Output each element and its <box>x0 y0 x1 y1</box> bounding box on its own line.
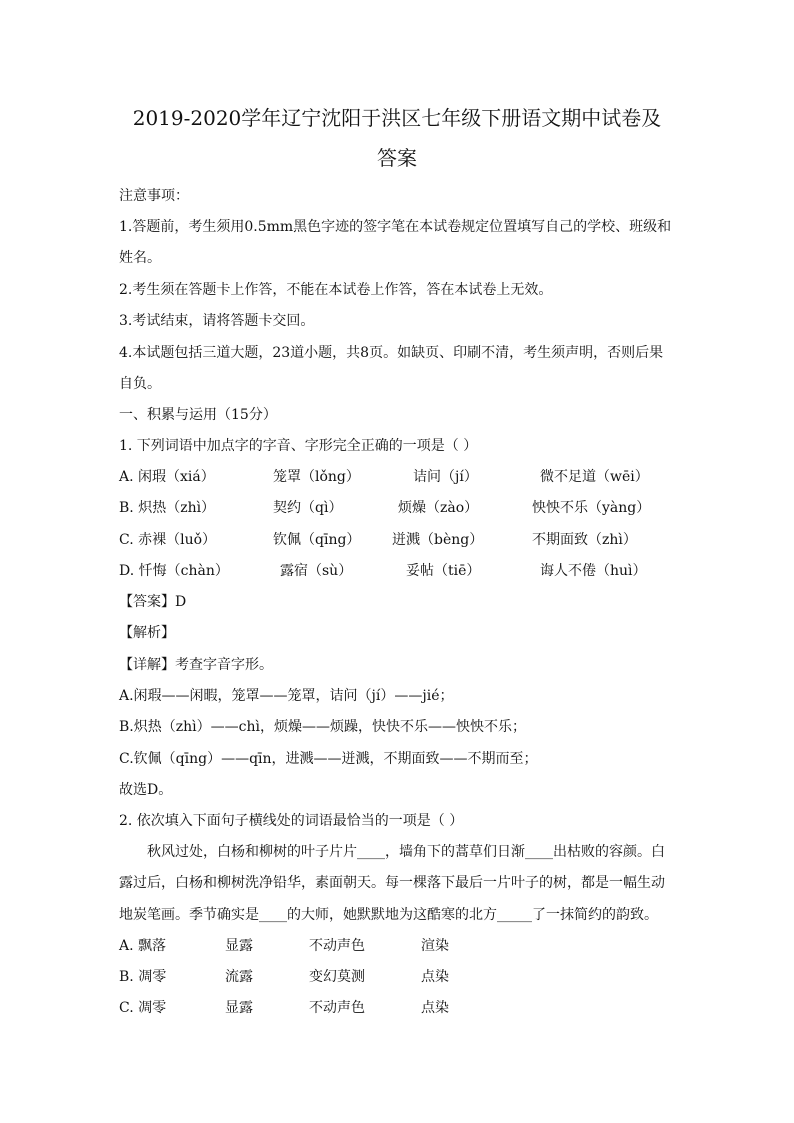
q2-passage-line-2: 露过后，白杨和柳树洗净铅华，素面朝天。每一棵落下最后一片叶子的树，都是一幅生动 <box>119 875 665 891</box>
note-4-continued: 自负。 <box>119 376 161 392</box>
q1-option-c-4: 不期面致（zhì） <box>532 532 637 548</box>
q1-option-d-1: D. 忏悔（chàn） <box>119 563 229 579</box>
note-3: 3.考试结束，请将答题卡交回。 <box>119 313 315 329</box>
q2-option-a-3: 不动声色 <box>309 938 365 954</box>
q2-passage-line-3: 地炭笔画。季节确实是____的大师，她默默地为这酷寒的北方_____了一抹简约的韵致。 <box>119 907 658 923</box>
q2-option-c-2: 显露 <box>225 1000 253 1016</box>
q1-option-a-2: 笼罩（lǒng） <box>273 469 360 485</box>
q1-option-a-4: 微不足道（wēi） <box>540 469 649 485</box>
q1-explanation-b: B.炽热（zhì）——chì，烦燥——烦躁，快快不乐——怏怏不乐； <box>119 719 526 735</box>
q2-option-b-4: 点染 <box>421 969 449 985</box>
q1-detail: 【详解】考查字音字形。 <box>119 657 273 673</box>
q1-conclusion: 故选D。 <box>119 782 173 798</box>
q2-passage-line-1: 秋风过处，白杨和柳树的叶子片片____，墙角下的蒿草们日渐____出枯败的容颜。白 <box>147 844 665 860</box>
question-2-stem: 2. 依次填入下面句子横线处的词语最恰当的一项是（ ） <box>119 813 464 829</box>
q2-option-b-1: B. 凋零 <box>119 969 167 985</box>
q1-analysis-heading: 【解析】 <box>119 625 175 641</box>
q1-explanation-c: C.钦佩（qīng）——qīn，进溅——迸溅，不期面致——不期而至； <box>119 751 538 767</box>
q2-option-c-3: 不动声色 <box>309 1000 365 1016</box>
q2-option-a-1: A. 飘落 <box>119 938 167 954</box>
q1-option-c-1: C. 赤裸（luǒ） <box>119 532 217 548</box>
q2-option-c-4: 点染 <box>421 1000 449 1016</box>
q1-option-c-2: 钦佩（qīng） <box>273 532 361 548</box>
note-1: 1.答题前，考生须用0.5mm黑色字迹的签字笔在本试卷规定位置填写自己的学校、班级和 <box>119 219 672 235</box>
q2-option-b-3: 变幻莫测 <box>309 969 365 985</box>
q1-option-b-2: 契约（qì） <box>273 500 343 516</box>
note-1-continued: 姓名。 <box>119 250 161 266</box>
q2-option-a-2: 显露 <box>225 938 253 954</box>
q1-option-d-3: 妥帖（tiē） <box>406 563 481 579</box>
page-title-continued: 答案 <box>377 146 417 170</box>
q1-option-d-4: 诲人不倦（huì） <box>540 563 647 579</box>
q1-option-b-4: 怏怏不乐（yàng） <box>532 500 651 516</box>
page-title: 2019-2020学年辽宁沈阳于洪区七年级下册语文期中试卷及 <box>132 106 662 130</box>
section-heading: 一、积累与运用（15分） <box>119 407 277 423</box>
note-2: 2.考生须在答题卡上作答，不能在本试卷上作答，答在本试卷上无效。 <box>119 282 553 298</box>
q1-option-b-1: B. 炽热（zhì） <box>119 500 216 516</box>
q1-option-a-3: 诘问（jí） <box>413 469 478 485</box>
q1-option-a-1: A. 闲瑕（xiá） <box>119 469 215 485</box>
note-4: 4.本试题包括三道大题，23道小题，共8页。如缺页、印刷不清，考生须声明，否则后果 <box>119 345 664 361</box>
q1-option-c-3: 迸溅（bèng） <box>392 532 484 548</box>
q1-answer: 【答案】D <box>119 594 187 610</box>
q1-option-d-2: 露宿（sù） <box>280 563 353 579</box>
q1-option-b-3: 烦燥（zào） <box>398 500 479 516</box>
notes-heading: 注意事项： <box>119 188 189 204</box>
q2-option-c-1: C. 凋零 <box>119 1000 167 1016</box>
question-1-stem: 1. 下列词语中加点字的字音、字形完全正确的一项是（ ） <box>119 438 478 454</box>
q2-option-b-2: 流露 <box>225 969 253 985</box>
q2-option-a-4: 渲染 <box>421 938 449 954</box>
q1-explanation-a: A.闲瑕——闲暇，笼罩——笼罩，诘问（jí）——jié； <box>119 688 454 704</box>
